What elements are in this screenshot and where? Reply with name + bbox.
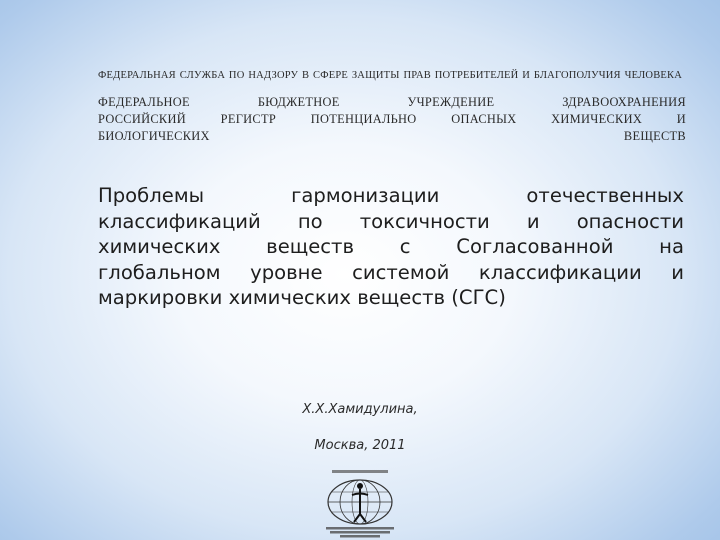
institution-line-1: ФЕДЕРАЛЬНОЕ БЮДЖЕТНОЕ УЧРЕЖДЕНИЕ ЗДРАВООХРАНЕНИЯ xyxy=(98,95,686,109)
title-line: глобальном уровне системой классификации и xyxy=(98,260,684,284)
agency-header: ФЕДЕРАЛЬНАЯ СЛУЖБА ПО НАДЗОРУ В СФЕРЕ ЗАЩИТЫ ПРАВ ПОТРЕБИТЕЛЕЙ И БЛАГОПОЛУЧИЯ ЧЕЛОВЕКА xyxy=(98,70,682,81)
city-year: Москва, 2011 xyxy=(314,438,406,453)
title-line: химических веществ с Согласованной на xyxy=(98,235,684,258)
organization-emblem-icon xyxy=(310,468,410,540)
institution-name xyxy=(98,94,686,145)
institution-line-3-right: ВЕЩЕСТВ xyxy=(623,129,686,143)
author-name: Х.Х.Хамидулина, xyxy=(302,402,418,417)
institution-line-2: РОССИЙСКИЙ РЕГИСТР ПОТЕНЦИАЛЬНО ОПАСНЫХ ХИМИЧЕСКИХ И xyxy=(98,112,686,126)
institution-line-3-left: БИОЛОГИЧЕСКИХ xyxy=(98,129,210,143)
title-line: Проблемы гармонизации отечественных xyxy=(98,184,684,207)
institution-line-3 xyxy=(98,128,686,145)
title-line: маркировки химических веществ (СГС) xyxy=(98,286,506,309)
title-line: классификаций по токсичности и опасности xyxy=(98,209,684,233)
presentation-title xyxy=(98,183,684,311)
